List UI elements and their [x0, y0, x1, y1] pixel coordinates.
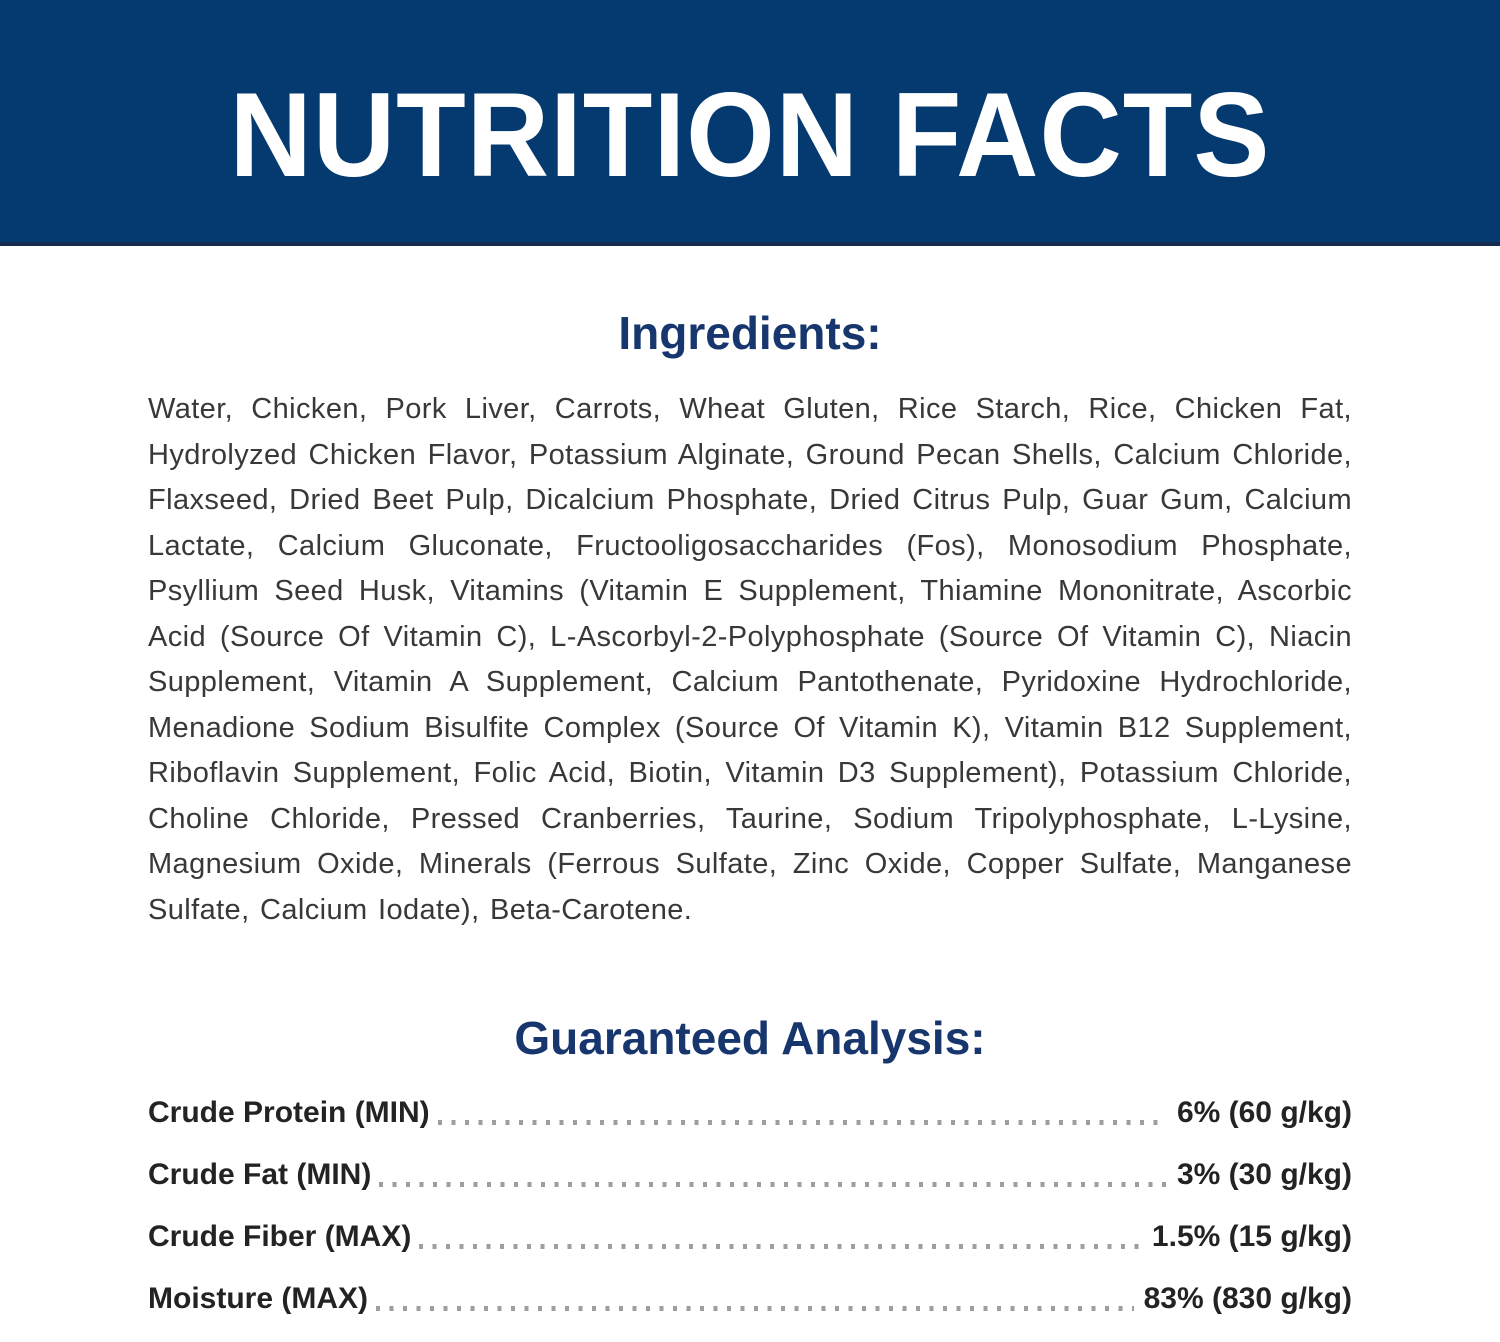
analysis-value: 1.5% (15 g/kg): [1151, 1220, 1352, 1254]
table-row: [148, 1284, 1352, 1314]
table-row: [148, 1098, 1352, 1128]
dotted-leader: [379, 1182, 1167, 1187]
analysis-label: Crude Fiber (MAX): [148, 1220, 412, 1254]
analysis-value: 3% (30 g/kg): [1176, 1158, 1352, 1192]
analysis-value: 6% (60 g/kg): [1176, 1096, 1352, 1130]
guaranteed-analysis-table: [148, 1098, 1352, 1314]
analysis-value: 83% (830 g/kg): [1143, 1282, 1352, 1316]
page-title: NUTRITION FACTS: [229, 68, 1271, 203]
analysis-label: Moisture (MAX): [148, 1282, 368, 1316]
ingredients-paragraph: Water, Chicken, Pork Liver, Carrots, Wheat Gluten, Rice Starch, Rice, Chicken Fat, Hydrolyzed Chicken Flavor, Potassium Alginate, Ground Pecan Shells, Calcium Chloride, Flaxseed, Dried Beet Pulp, Dicalcium Phosphate, Dried Citrus Pulp, Guar Gum, Calcium Lactate, Calcium Gluconate, Fructooligosaccharides (Fos), Monosodium Phosphate, Psyllium Seed Husk, Vitamins (Vitamin E Supplement, Thiamine Mononitrate, Ascorbic Acid (Source Of Vitamin C), L-Ascorbyl-2-Polyphosphate (Source Of Vitamin C), Niacin Supplement, Vitamin A Supplement, Calcium Pantothenate, Pyridoxine Hydrochloride, Menadione Sodium Bisulfite Complex (Source Of Vitamin K), Vitamin B12 Supplement, Riboflavin Supplement, Folic Acid, Biotin, Vitamin D3 Supplement), Potassium Chloride, Choline Chloride, Pressed Cranberries, Taurine, Sodium Tripolyphosphate, L-Lysine, Magnesium Oxide, Minerals (Ferrous Sulfate, Zinc Oxide, Copper Sulfate, Manganese Sulfate, Calcium Iodate), Beta-Carotene.: [148, 393, 1352, 926]
dotted-leader: [376, 1306, 1134, 1311]
dotted-leader: [419, 1244, 1142, 1249]
table-row: [148, 1222, 1352, 1252]
analysis-label: Crude Protein (MIN): [148, 1096, 430, 1130]
dotted-leader: [438, 1120, 1167, 1125]
label-content: [0, 306, 1500, 1314]
ingredients-heading: Ingredients:: [618, 307, 882, 359]
guaranteed-analysis-heading: Guaranteed Analysis:: [514, 1012, 986, 1065]
analysis-label: Crude Fat (MIN): [148, 1158, 372, 1192]
header-band: [0, 0, 1500, 246]
table-row: [148, 1160, 1352, 1190]
